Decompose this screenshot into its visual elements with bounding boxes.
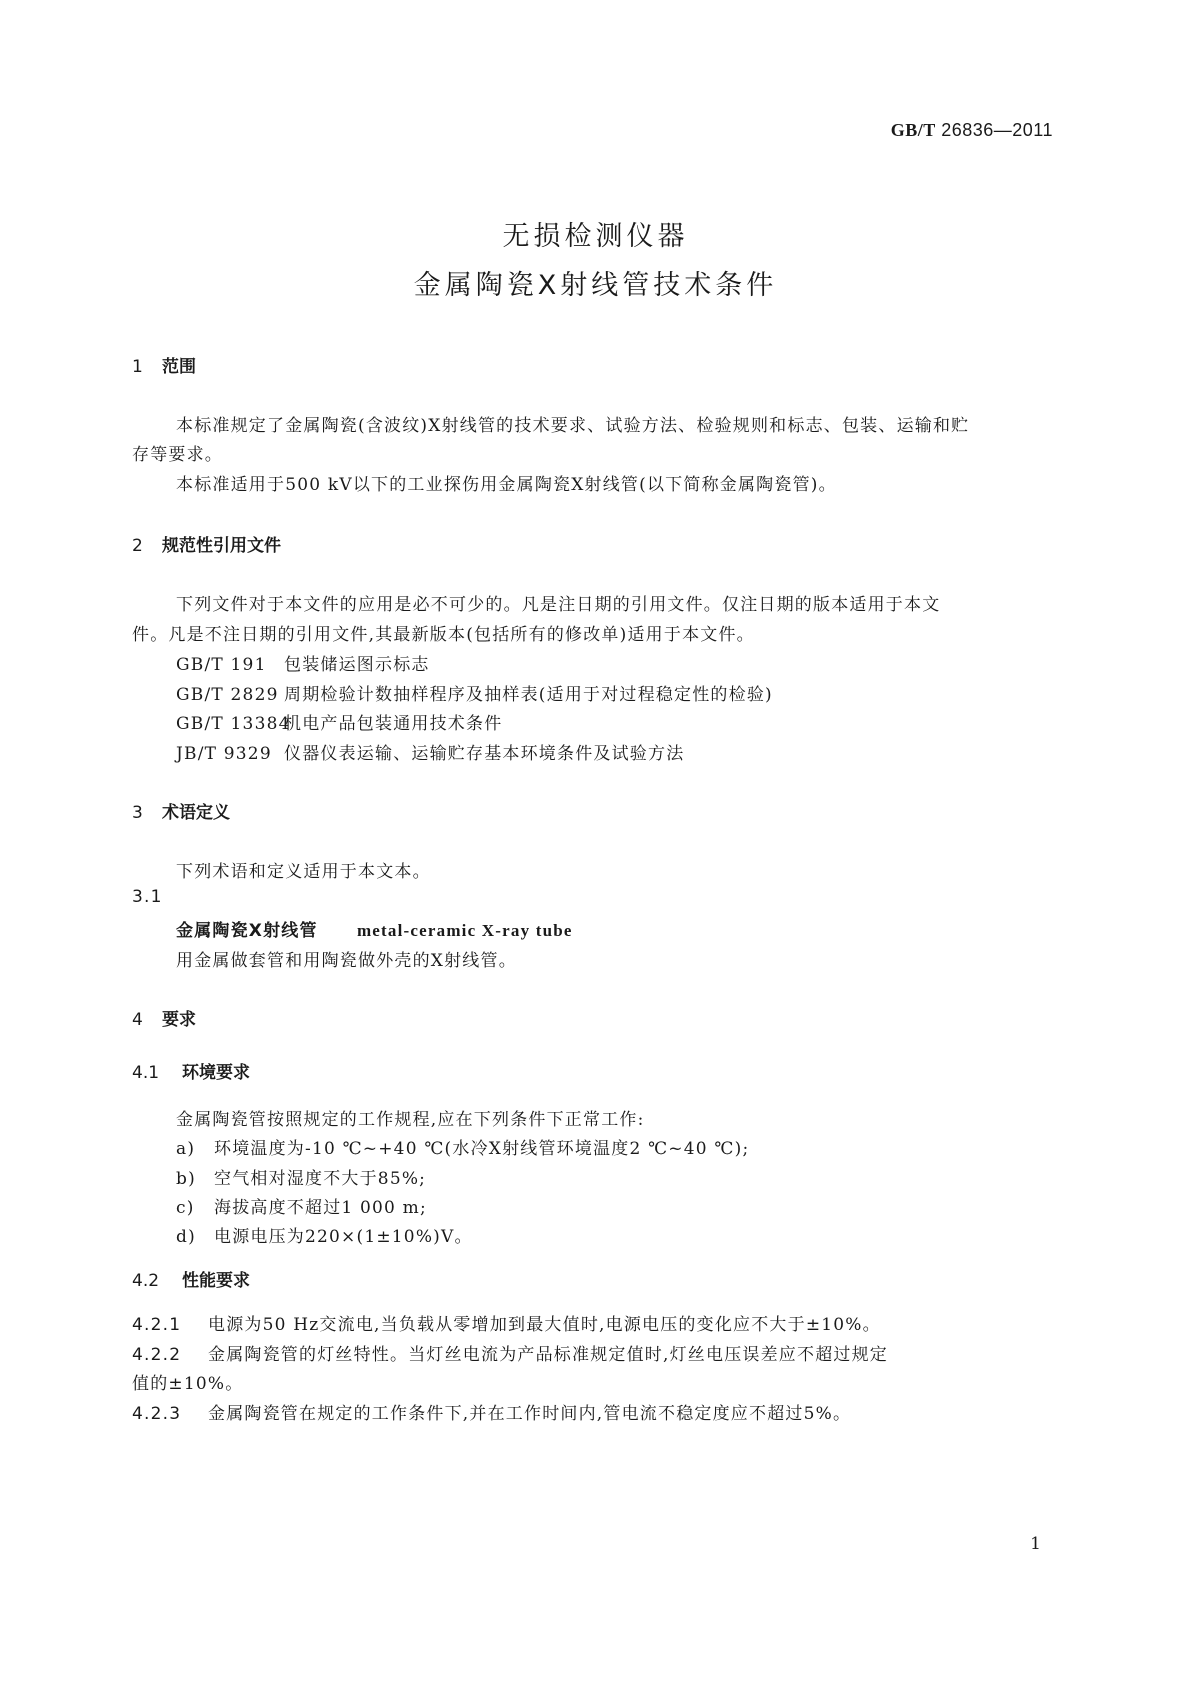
section-3-heading: [132, 798, 230, 823]
reference-item: [176, 680, 773, 705]
page-number: 1: [1030, 1534, 1041, 1554]
clause-4-2-2-line-1: [132, 1340, 888, 1365]
reference-code: GB/T 191: [176, 655, 267, 675]
clause-4-2-1: [132, 1310, 881, 1335]
reference-code: JB/T 9329: [176, 744, 272, 764]
section-number: 1: [132, 357, 143, 377]
list-item-label: d): [176, 1227, 196, 1247]
reference-item: [176, 739, 684, 764]
term-chinese: 金属陶瓷X射线管: [176, 921, 318, 941]
section-title: 范围: [162, 357, 196, 377]
section-number: 2: [132, 536, 143, 556]
term-number: 3.1: [132, 887, 163, 907]
section-1-para-1-line-2: 存等要求。: [132, 445, 223, 465]
section-title: 术语定义: [162, 803, 230, 823]
reference-title: 机电产品包装通用技术条件: [284, 714, 503, 734]
section-number: 3: [132, 803, 143, 823]
section-4-heading: [132, 1005, 196, 1030]
reference-item: [176, 709, 502, 734]
title-line-1: 无损检测仪器: [502, 221, 689, 252]
section-3-intro: 下列术语和定义适用于本文本。: [176, 862, 431, 882]
list-item: [176, 1193, 427, 1218]
reference-code: GB/T 2829: [176, 685, 279, 705]
section-title: 要求: [162, 1010, 196, 1030]
section-1-heading: [132, 352, 196, 377]
reference-title: 周期检验计数抽样程序及抽样表(适用于对过程稳定性的检验): [284, 685, 773, 705]
list-item-text: 电源电压为220×(1±10%)V。: [214, 1227, 473, 1247]
clause-text: 金属陶瓷管的灯丝特性。当灯丝电流为产品标准规定值时,灯丝电压误差应不超过规定: [208, 1345, 889, 1365]
subsection-4-2-heading: [132, 1266, 250, 1291]
list-item: [176, 1222, 473, 1247]
subsection-4-1-heading: [132, 1058, 250, 1083]
section-1-para-2: 本标准适用于500 kV以下的工业探伤用金属陶瓷X射线管(以下简称金属陶瓷管)。: [176, 475, 837, 495]
title-line-2: 金属陶瓷X射线管技术条件: [413, 270, 778, 301]
reference-title: 包装储运图示标志: [284, 655, 430, 675]
clause-text: 金属陶瓷管在规定的工作条件下,并在工作时间内,管电流不稳定度应不超过5%。: [208, 1404, 852, 1424]
section-2-intro-line-2: 件。凡是不注日期的引用文件,其最新版本(包括所有的修改单)适用于本文件。: [132, 625, 755, 645]
reference-code: GB/T 13384: [176, 714, 291, 734]
list-item-text: 环境温度为-10 ℃~+40 ℃(水冷X射线管环境温度2 ℃~40 ℃);: [214, 1139, 750, 1159]
list-item-label: a): [176, 1139, 196, 1159]
list-item: [176, 1134, 749, 1159]
reference-item: [176, 650, 430, 675]
section-2-heading: [132, 531, 281, 556]
section-2-intro-line-1: 下列文件对于本文件的应用是必不可少的。凡是注日期的引用文件。仅注日期的版本适用于本文: [176, 595, 941, 615]
section-number: 4: [132, 1010, 143, 1030]
subsection-number: 4.2: [132, 1271, 160, 1291]
term-english: metal-ceramic X-ray tube: [356, 921, 573, 940]
standard-code-prefix: GB/T: [890, 120, 936, 140]
standard-code: [891, 120, 1053, 141]
section-1-para-1-line-1: 本标准规定了金属陶瓷(含波纹)X射线管的技术要求、试验方法、检验规则和标志、包装、运输和贮: [176, 416, 970, 436]
list-item-text: 海拔高度不超过1 000 m;: [214, 1198, 427, 1218]
clause-4-2-2-line-2: 值的±10%。: [132, 1374, 244, 1394]
subsection-number: 4.1: [132, 1063, 160, 1083]
clause-number: 4.2.2: [132, 1345, 182, 1365]
clause-4-2-3: [132, 1399, 851, 1424]
list-item-label: b): [176, 1169, 196, 1189]
subsection-title: 环境要求: [182, 1063, 250, 1083]
clause-number: 4.2.1: [132, 1315, 182, 1335]
list-item-label: c): [176, 1198, 195, 1218]
list-item-text: 空气相对湿度不大于85%;: [214, 1169, 427, 1189]
clause-text: 电源为50 Hz交流电,当负载从零增加到最大值时,电源电压的变化应不大于±10%。: [208, 1315, 881, 1335]
list-item: [176, 1164, 426, 1189]
reference-title: 仪器仪表运输、运输贮存基本环境条件及试验方法: [284, 744, 685, 764]
term-definition: 用金属做套管和用陶瓷做外壳的X射线管。: [176, 951, 517, 971]
standard-code-number: 26836—2011: [941, 120, 1053, 140]
clause-number: 4.2.3: [132, 1404, 182, 1424]
section-title: 规范性引用文件: [162, 536, 281, 556]
subsection-4-1-intro: 金属陶瓷管按照规定的工作规程,应在下列条件下正常工作:: [176, 1110, 645, 1130]
subsection-title: 性能要求: [182, 1271, 250, 1291]
term-entry: [176, 916, 573, 941]
